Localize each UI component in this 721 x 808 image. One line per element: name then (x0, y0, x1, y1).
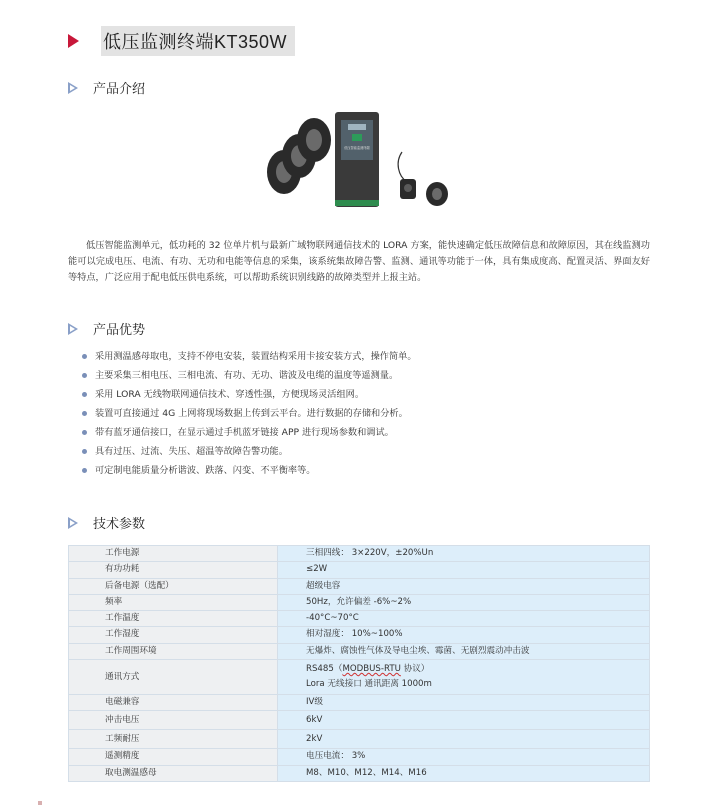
section-advantages-heading (68, 319, 145, 338)
table-row (69, 594, 650, 610)
intro-paragraph: 低压智能监测单元，低功耗的 32 位单片机与最新广域物联网通信技术的 LORA 方案，能快速确定低压故障信息和故障原因，其在线监测功能可以完成电压、电流、有功、无功和电能等信息的采集，该系统集故障告警、监测、通讯等功能于一体，具有集成度高、配置灵活、界面友好等特点，广泛应用于配电低压供电系统，可以帮助系统识别线路的故障类型并上报主站。 (68, 240, 650, 284)
list-item: 具有过压、过流、失压、超温等故障告警功能。 (82, 442, 417, 461)
list-item: 装置可直接通过 4G 上网将现场数据上传到云平台。进行数据的存储和分析。 (82, 404, 417, 423)
section-arrow-icon (68, 82, 78, 94)
current-sensor-rings (267, 118, 331, 194)
table-row (69, 643, 650, 659)
spec-value: 无爆炸、腐蚀性气体及导电尘埃、霉菌、无剧烈震动冲击波 (278, 643, 650, 659)
section-arrow-icon (68, 323, 78, 335)
table-row (69, 611, 650, 627)
table-row (69, 695, 650, 711)
comm-line-2: Lora 无线接口 通讯距离 1000m (306, 679, 432, 690)
table-row (69, 765, 650, 781)
list-item: 采用测温感母取电，支持不停电安装，装置结构采用卡接安装方式，操作简单。 (82, 347, 417, 366)
page-title-row (68, 28, 295, 54)
spec-value: 50Hz，允许偏差 -6%~2% (278, 594, 650, 610)
table-row (69, 627, 650, 643)
comm-line-1 (306, 662, 645, 677)
page-title: 低压监测终端KT350W (101, 26, 295, 56)
section-params-label: 技术参数 (93, 517, 146, 532)
spec-key: 通讯方式 (69, 660, 278, 695)
spec-key: 有功功耗 (69, 562, 278, 578)
spec-value: 相对湿度： 10%~100% (278, 627, 650, 643)
table-row (69, 749, 650, 765)
spec-key: 遥测精度 (69, 749, 278, 765)
table-row (69, 711, 650, 730)
spec-value: ≤2W (278, 562, 650, 578)
list-item: 带有蓝牙通信接口，在显示通过手机蓝牙链接 APP 进行现场参数和调试。 (82, 423, 417, 442)
spec-value: 6kV (278, 711, 650, 730)
list-item: 采用 LORA 无线物联网通信技术、穿透性强，方便现场灵活组网。 (82, 385, 417, 404)
terminal-unit (335, 112, 379, 207)
comm-suffix: 协议） (400, 664, 430, 675)
spec-value: 超级电容 (278, 578, 650, 594)
corner-mark (38, 801, 42, 805)
spec-key: 工作电源 (69, 546, 278, 562)
spec-key: 工频耐压 (69, 730, 278, 749)
table-row (69, 730, 650, 749)
section-intro-label: 产品介绍 (93, 82, 146, 97)
list-item: 可定制电能质量分析谐波、跌落、闪变、不平衡率等。 (82, 461, 417, 480)
section-intro-heading (68, 78, 145, 97)
section-arrow-icon (68, 517, 78, 529)
section-params-heading (68, 513, 145, 532)
section-advantages-label: 产品优势 (93, 323, 146, 338)
table-row (69, 578, 650, 594)
spec-key: 工作湿度 (69, 627, 278, 643)
title-arrow-icon (68, 34, 79, 48)
comm-protocol: MODBUS-RTU (342, 664, 401, 675)
table-row (69, 562, 650, 578)
advantages-list (82, 347, 417, 480)
spec-table (68, 545, 650, 782)
spec-value: 电压电流： 3% (278, 749, 650, 765)
list-item: 主要采集三相电压、三相电流、有功、无功、谐波及电缆的温度等遥测量。 (82, 366, 417, 385)
temperature-sensors (398, 152, 448, 206)
product-panel-text: 低压智能监测终端 (344, 146, 370, 150)
spec-key: 电磁兼容 (69, 695, 278, 711)
spec-key: 取电测温感母 (69, 765, 278, 781)
spec-value: -40°C~70°C (278, 611, 650, 627)
spec-value: IV级 (278, 695, 650, 711)
table-row (69, 660, 650, 695)
spec-value: 2kV (278, 730, 650, 749)
spec-key: 频率 (69, 594, 278, 610)
spec-key: 工作周围环境 (69, 643, 278, 659)
comm-prefix: RS485（ (306, 664, 343, 675)
spec-value (278, 660, 650, 695)
spec-value: M8、M10、M12、M14、M16 (278, 765, 650, 781)
product-image (262, 104, 462, 214)
spec-key: 后备电源（选配） (69, 578, 278, 594)
spec-key: 工作温度 (69, 611, 278, 627)
spec-key: 冲击电压 (69, 711, 278, 730)
spec-value: 三相四线： 3×220V，±20%Un (278, 546, 650, 562)
table-row (69, 546, 650, 562)
